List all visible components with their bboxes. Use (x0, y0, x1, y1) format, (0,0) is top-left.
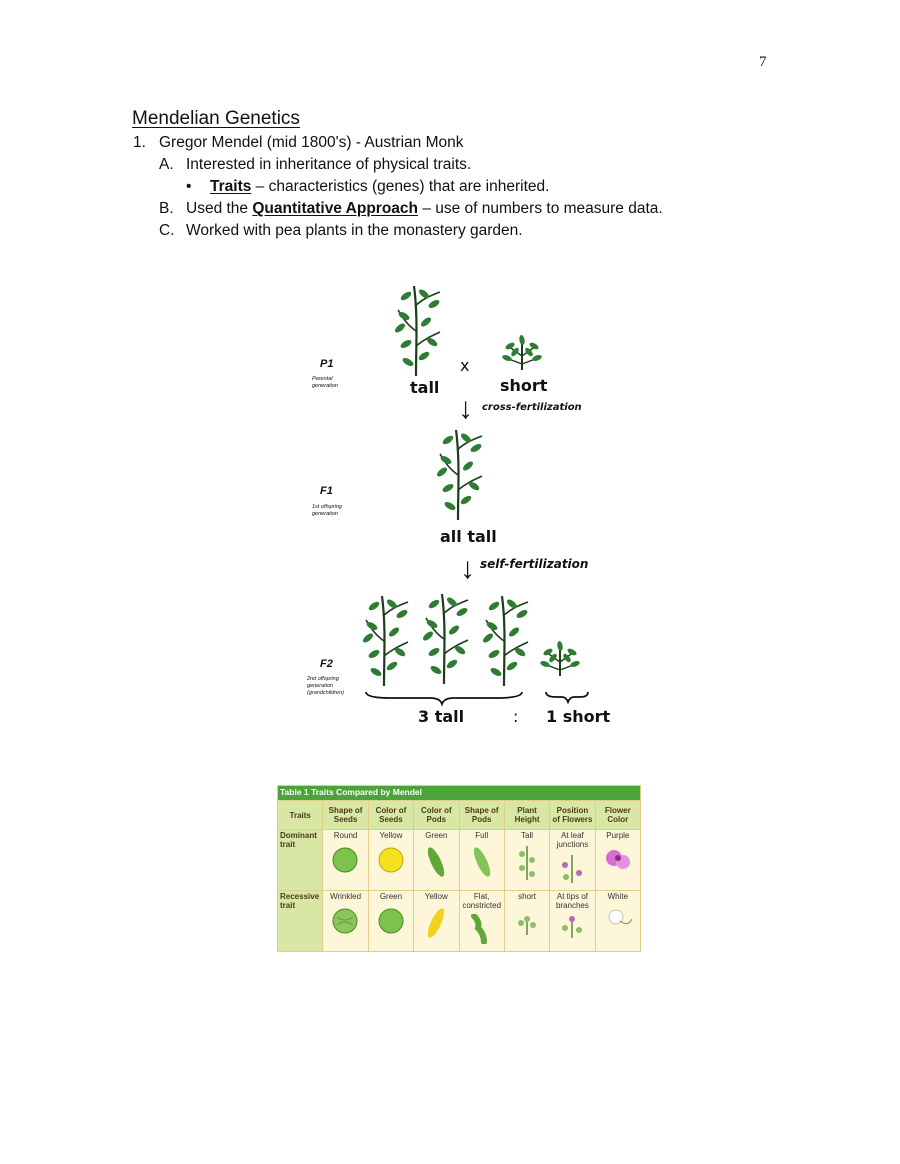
all-tall-label: all tall (440, 527, 497, 546)
outline-item-c (159, 222, 523, 240)
f2-sub: 2nd offspring generation (grandchildren) (307, 676, 344, 696)
tall-plant-icon (361, 596, 408, 686)
yellow-pod-icon (416, 905, 456, 941)
down-arrow-icon: ↓ (458, 392, 473, 425)
column-header: Flower Color (595, 801, 640, 830)
table-row-recessive (278, 891, 641, 952)
tall-plant-icon (435, 430, 482, 520)
white-flower-icon (598, 905, 638, 929)
brace-1-short (546, 692, 588, 702)
tall-plant-icon (507, 844, 547, 880)
green-seed-icon (371, 905, 411, 935)
table-cell: At leaf junctions (550, 830, 595, 891)
wrinkled-seed-icon (325, 905, 365, 935)
table-cell: Yellow (414, 891, 459, 952)
page-number: 7 (759, 54, 767, 70)
column-header: Position of Flowers (550, 801, 595, 830)
axial-flower-icon (552, 853, 592, 883)
table-row-dominant (278, 830, 641, 891)
outline-item-a (159, 156, 471, 174)
item-term: Quantitative Approach (252, 200, 419, 217)
outline-item-b (159, 200, 663, 218)
column-header: Plant Height (504, 801, 549, 830)
one-short-label: 1 short (546, 707, 611, 726)
item-text-pre: Used the (186, 200, 253, 217)
three-tall-label: 3 tall (418, 707, 465, 726)
table-cell: At tips of branches (550, 891, 595, 952)
green-pod-icon (416, 844, 456, 880)
p1-sub: Parental generation (312, 376, 338, 389)
short-plant-icon (507, 905, 547, 935)
down-arrow-icon: ↓ (460, 552, 475, 585)
terminal-flower-icon (552, 914, 592, 938)
table-cell: White (595, 891, 640, 952)
table-cell: Green (368, 891, 413, 952)
table-cell: Yellow (368, 830, 413, 891)
item-letter: B. (159, 200, 174, 217)
page-heading: Mendelian Genetics (132, 108, 300, 129)
full-pod-icon (462, 844, 502, 880)
item-number: 1. (133, 134, 146, 151)
column-header: Color of Seeds (368, 801, 413, 830)
constricted-pod-icon (462, 914, 502, 944)
self-fertilization-label: self-fertilization (480, 557, 589, 571)
column-header: Color of Pods (414, 801, 459, 830)
table-caption: Table 1 Traits Compared by Mendel (278, 786, 641, 801)
table-header-row (278, 801, 641, 830)
item-letter: A. (159, 156, 174, 173)
table-cell: Round (323, 830, 368, 891)
item-letter: C. (159, 222, 175, 239)
tall-plant-icon (421, 594, 468, 684)
item-text: Worked with pea plants in the monastery garden. (186, 222, 523, 239)
traits-table (277, 785, 641, 952)
outline-bullet-traits (186, 178, 549, 196)
bullet-term: Traits (210, 178, 252, 195)
tall-label: tall (410, 378, 440, 397)
item-text: Interested in inheritance of physical traits. (186, 156, 472, 173)
bullet-icon: • (186, 178, 192, 195)
column-header: Shape of Seeds (323, 801, 368, 830)
column-header: Traits (278, 801, 323, 830)
cross-fertilization-label: cross-fertilization (482, 402, 582, 413)
short-plant-icon (539, 641, 580, 676)
table-cell: Green (414, 830, 459, 891)
f1-sub: 1st offspring generation (312, 504, 342, 517)
row-label: Recessive trait (278, 891, 323, 952)
round-seed-icon (325, 844, 365, 874)
table-caption-row (278, 786, 641, 801)
outline-item-1 (133, 134, 463, 152)
table-cell: Purple (595, 830, 640, 891)
mendel-cross-diagram (300, 278, 620, 738)
bullet-text: – characteristics (genes) that are inherited. (251, 178, 550, 195)
row-label: Dominant trait (278, 830, 323, 891)
f2-label: F2 (320, 658, 333, 670)
table-cell: Wrinkled (323, 891, 368, 952)
f1-label: F1 (320, 485, 333, 497)
short-plant-icon (501, 335, 542, 370)
short-label: short (500, 376, 548, 395)
item-text: Gregor Mendel (mid 1800's) - Austrian Monk (159, 134, 464, 151)
purple-flower-icon (598, 844, 638, 874)
column-header: Shape of Pods (459, 801, 504, 830)
table-cell: Full (459, 830, 504, 891)
tall-plant-icon (393, 286, 440, 376)
ratio-colon: : (513, 707, 519, 726)
table-cell: Flat, constricted (459, 891, 504, 952)
brace-3-tall (366, 692, 522, 704)
item-text-post: – use of numbers to measure data. (418, 200, 663, 217)
yellow-seed-icon (371, 844, 411, 874)
cross-symbol: x (460, 356, 470, 375)
p1-label: P1 (320, 358, 334, 370)
table-cell: Tall (504, 830, 549, 891)
tall-plant-icon (481, 596, 528, 686)
table-cell: short (504, 891, 549, 952)
